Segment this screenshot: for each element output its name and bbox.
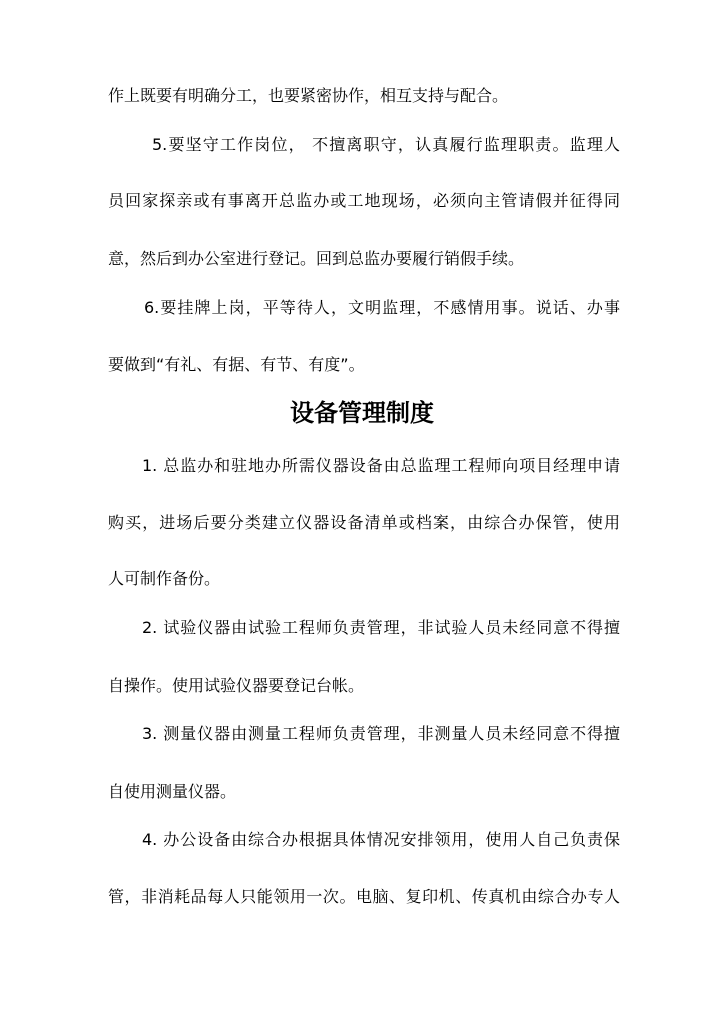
- text-line: 2. 试验仪器由试验工程师负责管理，非试验人员未经同意不得擅: [142, 618, 620, 637]
- text-line: 5.要坚守工作岗位， 不擅离职守，认真履行监理职责。监理人: [152, 135, 620, 154]
- text-line: 意，然后到办公室进行登记。回到总监办要履行销假手续。: [108, 249, 525, 268]
- text-line: 自使用测量仪器。: [108, 782, 237, 801]
- text-line: 管，非消耗品每人只能领用一次。电脑、复印机、传真机由综合办专人: [108, 887, 620, 906]
- text-line: 4. 办公设备由综合办根据具体情况安排领用，使用人自己负责保: [142, 830, 620, 849]
- text-line: 1. 总监办和驻地办所需仪器设备由总监理工程师向项目经理申请: [142, 456, 620, 475]
- section-heading: 设备管理制度: [290, 399, 434, 427]
- text-line: 购买，进场后要分类建立仪器设备清单或档案，由综合办保管，使用: [108, 513, 620, 532]
- text-line: 要做到“有礼、有据、有节、有度”。: [108, 355, 365, 374]
- text-line: 作上既要有明确分工，也要紧密协作，相互支持与配合。: [108, 86, 509, 105]
- text-line: 6.要挂牌上岗，平等待人，文明监理，不感情用事。说话、办事: [144, 298, 620, 317]
- text-line: 员回家探亲或有事离开总监办或工地现场，必须向主管请假并征得同: [108, 191, 620, 210]
- text-line: 3. 测量仪器由测量工程师负责管理，非测量人员未经同意不得擅: [142, 724, 620, 743]
- text-line: 自操作。使用试验仪器要登记台帐。: [108, 676, 365, 695]
- text-line: 人可制作备份。: [108, 569, 221, 588]
